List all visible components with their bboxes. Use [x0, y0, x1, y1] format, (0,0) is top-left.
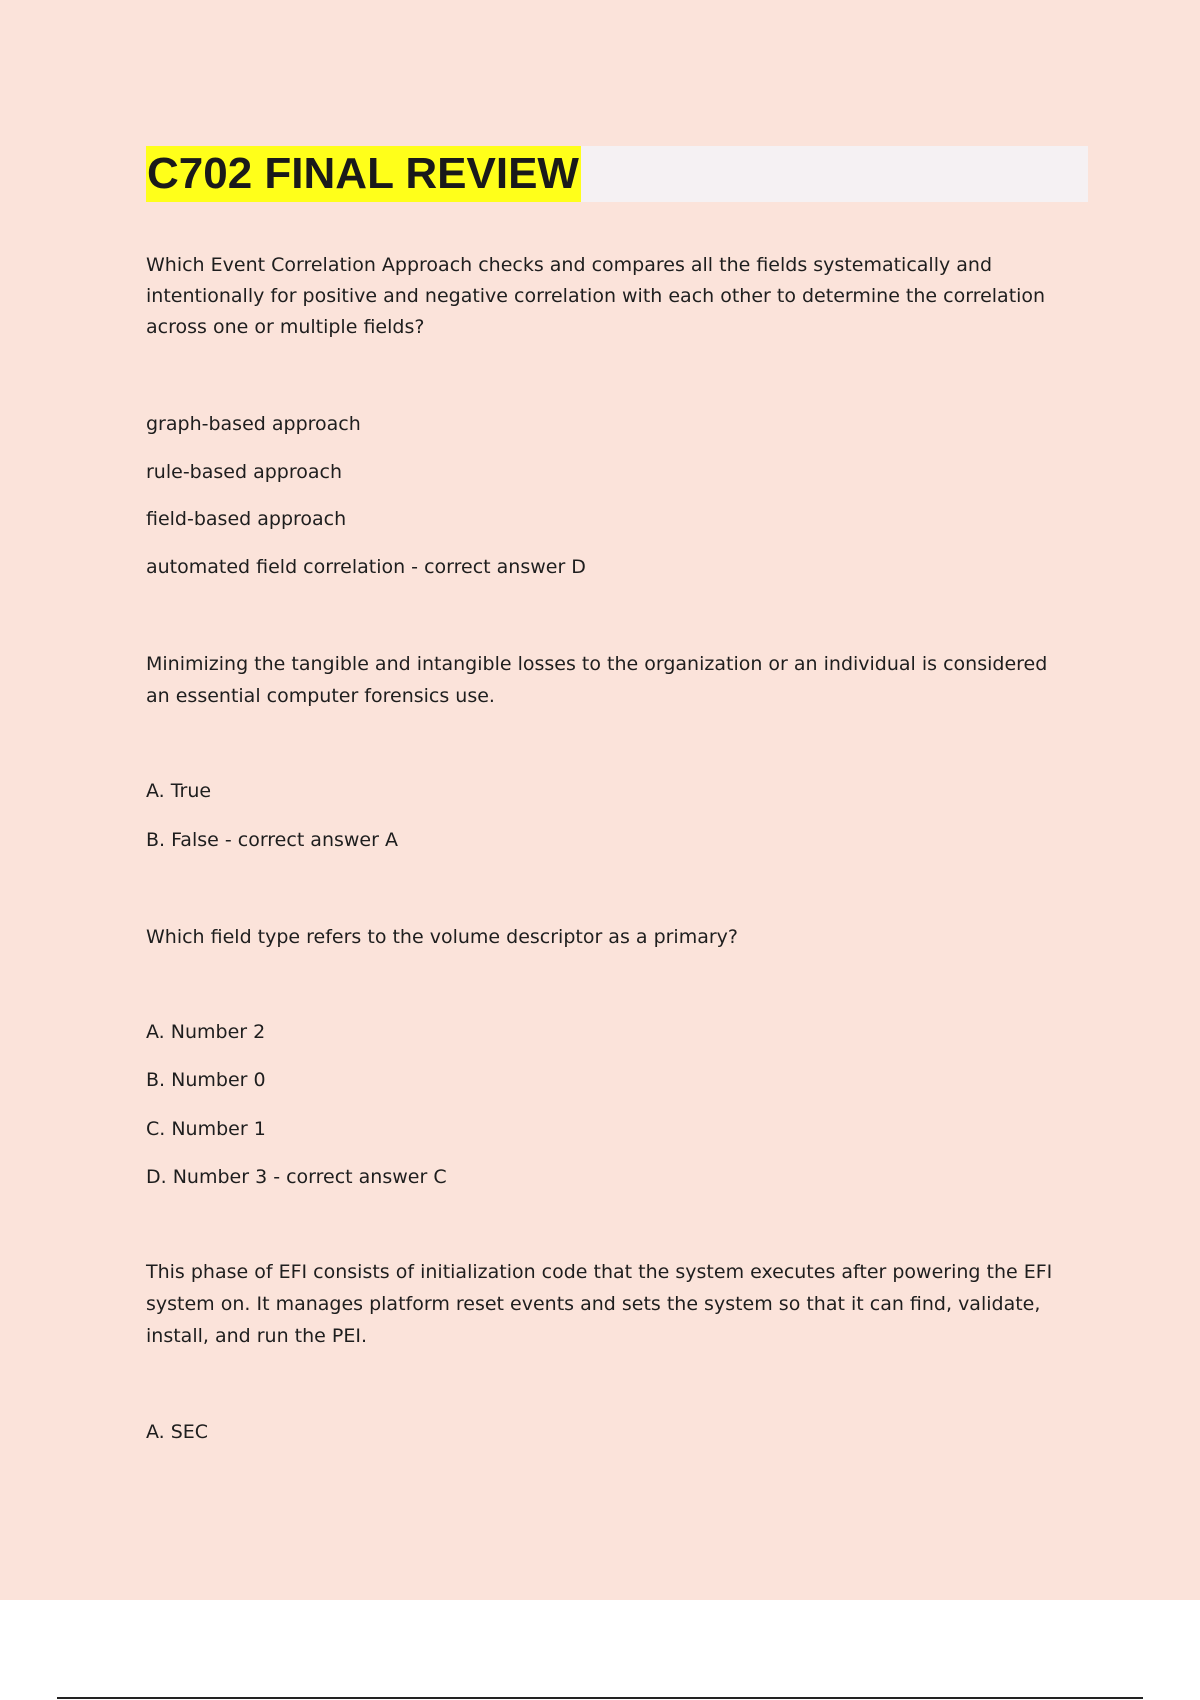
- question-2-text-line-2: an essential computer forensics use.: [146, 685, 495, 707]
- question-1-option-2: rule-based approach: [146, 461, 342, 483]
- question-2-text-line-1: Minimizing the tangible and intangible losses to the organization or an individual is considered: [146, 653, 1048, 675]
- question-4-text-line-2: system on. It manages platform reset events and sets the system so that it can find, validate,: [146, 1293, 1041, 1315]
- question-1-option-1: graph-based approach: [146, 413, 361, 435]
- question-4-option-1: A. SEC: [146, 1421, 209, 1443]
- question-1-text-line-2: intentionally for positive and negative correlation with each other to determine the correlation: [146, 285, 1046, 307]
- question-1-text-line-3: across one or multiple fields?: [146, 316, 425, 338]
- question-3-option-1: A. Number 2: [146, 1021, 266, 1043]
- question-1-option-3: field-based approach: [146, 508, 347, 530]
- question-3-option-3: C. Number 1: [146, 1118, 266, 1140]
- question-2-option-1: A. True: [146, 780, 212, 802]
- question-4-text-line-3: install, and run the PEI.: [146, 1325, 367, 1347]
- footer-divider: [57, 1697, 1143, 1699]
- document-title: C702 FINAL REVIEW: [146, 146, 581, 202]
- question-4-text-line-1: This phase of EFI consists of initialization code that the system executes after powering the EFI: [146, 1261, 1053, 1283]
- question-3-text-line-1: Which field type refers to the volume descriptor as a primary?: [146, 926, 739, 948]
- question-1-option-4: automated field correlation - correct answer D: [146, 556, 586, 578]
- question-3-option-2: B. Number 0: [146, 1069, 266, 1091]
- question-3-option-4: D. Number 3 - correct answer C: [146, 1166, 447, 1188]
- question-1-text-line-1: Which Event Correlation Approach checks and compares all the fields systematically and: [146, 254, 993, 276]
- question-2-option-2: B. False - correct answer A: [146, 829, 398, 851]
